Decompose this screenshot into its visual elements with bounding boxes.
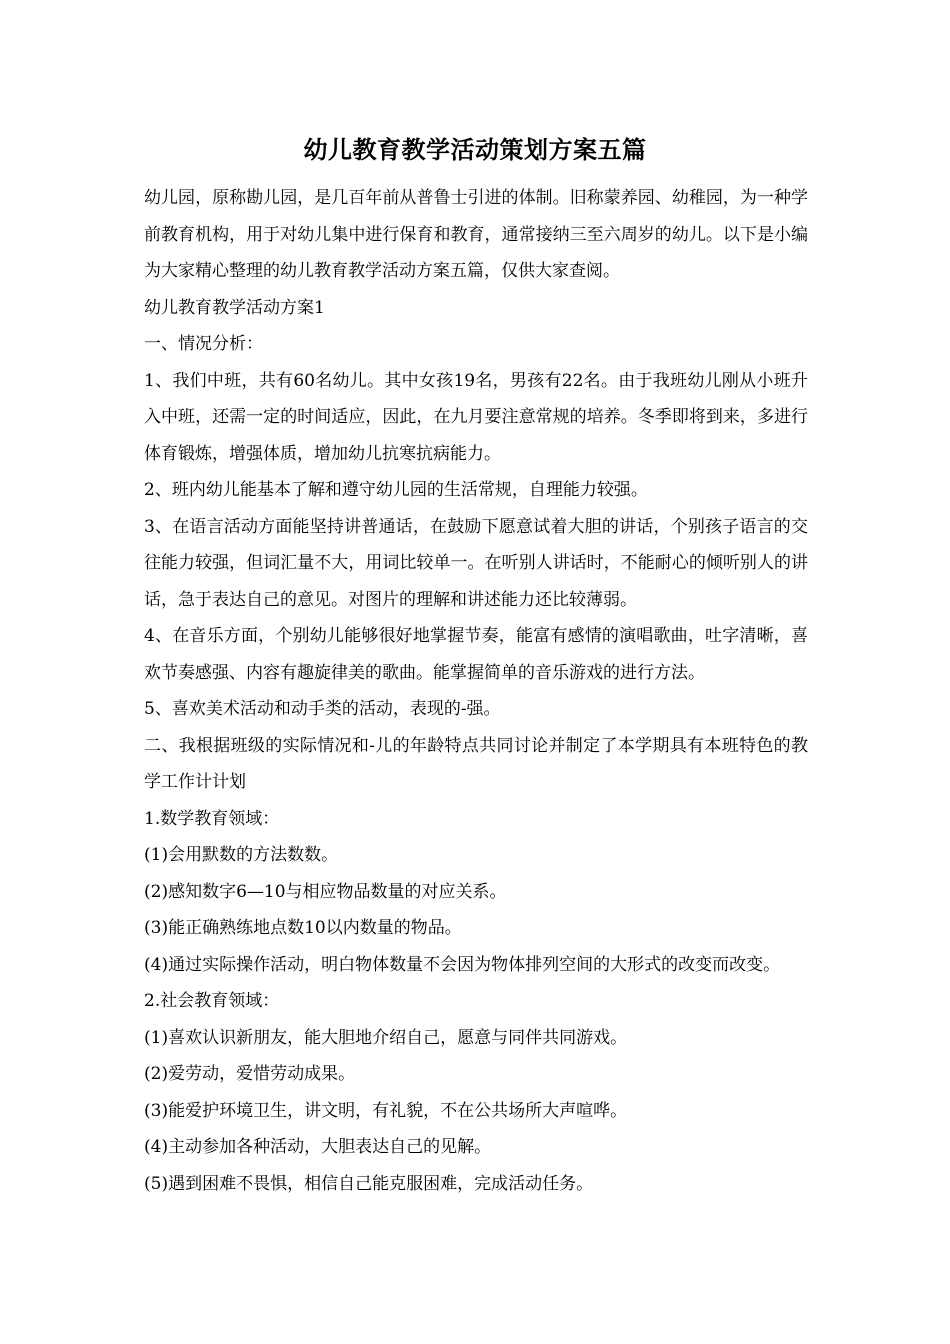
list-item: (3)能爱护环境卫生，讲文明，有礼貌，不在公共场所大声喧哗。 (144, 1100, 628, 1121)
subsection-heading-math: 1.数学教育领域： (144, 808, 280, 829)
section-heading-situation: 一、情况分析： (144, 334, 263, 354)
list-item: 4、在音乐方面，个别幼儿能够很好地掌握节奏，能富有感情的演唱歌曲，吐字清晰，喜欢节奏感强、内容有趣旋律美的歌曲。能掌握简单的音乐游戏的进行方法。 (144, 626, 808, 683)
plan-heading: 幼儿教育教学活动方案1 (144, 297, 325, 318)
list-item: (1)会用默数的方法数数。 (144, 845, 339, 865)
document-body (144, 180, 808, 1202)
document-title: 幼儿教育教学活动策划方案五篇 (303, 135, 647, 164)
section-heading-plan: 二、我根据班级的实际情况和-儿的年龄特点共同讨论并制定了本学期具有本班特色的教学工作计计划 (144, 735, 808, 792)
list-item: 1、我们中班，共有60名幼儿。其中女孩19名，男孩有22名。由于我班幼儿刚从小班升入中班，还需一定的时间适应，因此，在九月要注意常规的培养。冬季即将到来，多进行体育锻炼，增强体质，增加幼儿抗寒抗病能力。 (144, 370, 808, 464)
list-item: 5、喜欢美术活动和动手类的活动，表现的-强。 (144, 699, 501, 719)
list-item: (4)主动参加各种活动，大胆表达自己的见解。 (144, 1137, 492, 1157)
list-item: (2)爱劳动，爱惜劳动成果。 (144, 1064, 356, 1084)
list-item: (2)感知数字6—10与相应物品数量的对应关系。 (144, 881, 507, 902)
list-item: 3、在语言活动方面能坚持讲普通话，在鼓励下愿意试着大胆的讲话，个别孩子语言的交往能力较强，但词汇量不大，用词比较单一。在听别人讲话时，不能耐心的倾听别人的讲话，急于表达自己的意见。对图片的理解和讲述能力还比较薄弱。 (144, 516, 808, 610)
list-item: (5)遇到困难不畏惧，相信自己能克服困难，完成活动任务。 (144, 1173, 594, 1194)
list-item: 2、班内幼儿能基本了解和遵守幼儿园的生活常规，自理能力较强。 (144, 480, 648, 500)
list-item: (4)通过实际操作活动，明白物体数量不会因为物体排列空间的大形式的改变而改变。 (144, 954, 781, 975)
subsection-heading-social: 2.社会教育领域： (144, 991, 280, 1011)
intro-paragraph: 幼儿园，原称勘儿园，是几百年前从普鲁士引进的体制。旧称蒙养园、幼稚园，为一种学前教育机构，用于对幼儿集中进行保育和教育，通常接纳三至六周岁的幼儿。以下是小编为大家精心整理的幼儿教育教学活动方案五篇，仅供大家查阅。 (144, 188, 808, 281)
list-item: (1)喜欢认识新朋友，能大胆地介绍自己，愿意与同伴共同游戏。 (144, 1027, 628, 1048)
list-item: (3)能正确熟练地点数10以内数量的物品。 (144, 918, 462, 938)
